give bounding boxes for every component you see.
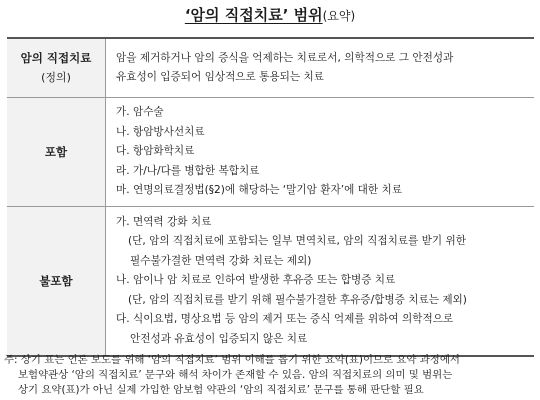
title-sub: (요약) <box>322 9 356 23</box>
row-label-exclusion <box>7 207 106 357</box>
footnote-line-2: 보험약관상 ‘암의 직접치료’ 문구와 해석 차이가 존재할 수 있음. 암의 직접치료의 의미 및 범위는 <box>18 369 453 381</box>
inclusion-item-2: 나. 항암방사선치료 <box>116 125 205 138</box>
table-row-definition <box>7 38 534 98</box>
row-content-exclusion <box>106 207 535 357</box>
table-row-inclusion <box>7 98 534 207</box>
row-content-inclusion <box>106 98 535 207</box>
row-label-definition <box>7 38 106 98</box>
inclusion-item-1: 가. 암수술 <box>116 106 164 119</box>
footnote <box>4 353 536 398</box>
label-inclusion: 포함 <box>44 144 68 159</box>
document-title <box>0 4 540 25</box>
exclusion-line-6: 다. 식이요법, 명상요법 등 암의 제거 또는 증식 억제를 위하여 의학적으로 <box>116 313 454 326</box>
row-label-inclusion <box>7 98 106 207</box>
title-main: ‘암의 직접치료’ 범위 <box>184 6 323 24</box>
exclusion-line-5: (단, 암의 직접치료를 받기 위해 필수불가결한 후유증/합병증 치료는 제외) <box>128 293 467 306</box>
row-content-definition <box>106 38 535 98</box>
table-row-exclusion <box>7 207 534 357</box>
exclusion-line-1: 가. 면역력 강화 치료 <box>116 215 212 228</box>
inclusion-item-5: 마. 연명의료결정법(§2)에 해당하는 ‘말기암 환자’에 대한 치료 <box>116 184 402 197</box>
label-definition: 암의 직접치료 <box>20 51 92 65</box>
exclusion-line-3: 필수불가결한 면역력 강화 치료는 제외) <box>130 254 312 267</box>
exclusion-line-7: 안전성과 유효성이 입증되지 않은 치료 <box>130 332 308 345</box>
exclusion-line-4: 나. 암이나 암 치료로 인하여 발생한 후유증 또는 합병증 치료 <box>116 274 396 287</box>
footnote-line-3: 상기 요약(표)가 아닌 실제 가입한 암보험 약관의 ‘암의 직접치료’ 문구를 통해 판단할 필요 <box>18 384 424 396</box>
label-definition-sub: (정의) <box>41 71 71 84</box>
exclusion-line-2: (단, 암의 직접치료에 포함되는 일부 면역치료, 암의 직접치료를 받기 위한 <box>128 235 466 248</box>
definition-line-1: 암을 제거하거나 암의 증식을 억제하는 치료로서, 의학적으로 그 안전성과 <box>116 51 454 64</box>
definition-line-2: 유효성이 입증되어 임상적으로 통용되는 치료 <box>116 71 324 83</box>
footnote-line-1: 주: 상기 표는 언론 보도를 위해 ‘암의 직접치료’ 범위 이해를 돕기 위한 요약(표)이므로 요약 과정에서 <box>4 354 460 366</box>
label-exclusion: 불포함 <box>39 273 73 288</box>
inclusion-item-3: 다. 항암화학치료 <box>116 145 195 158</box>
scope-table <box>7 37 534 357</box>
inclusion-item-4: 라. 가/나/다를 병합한 복합치료 <box>116 164 260 177</box>
